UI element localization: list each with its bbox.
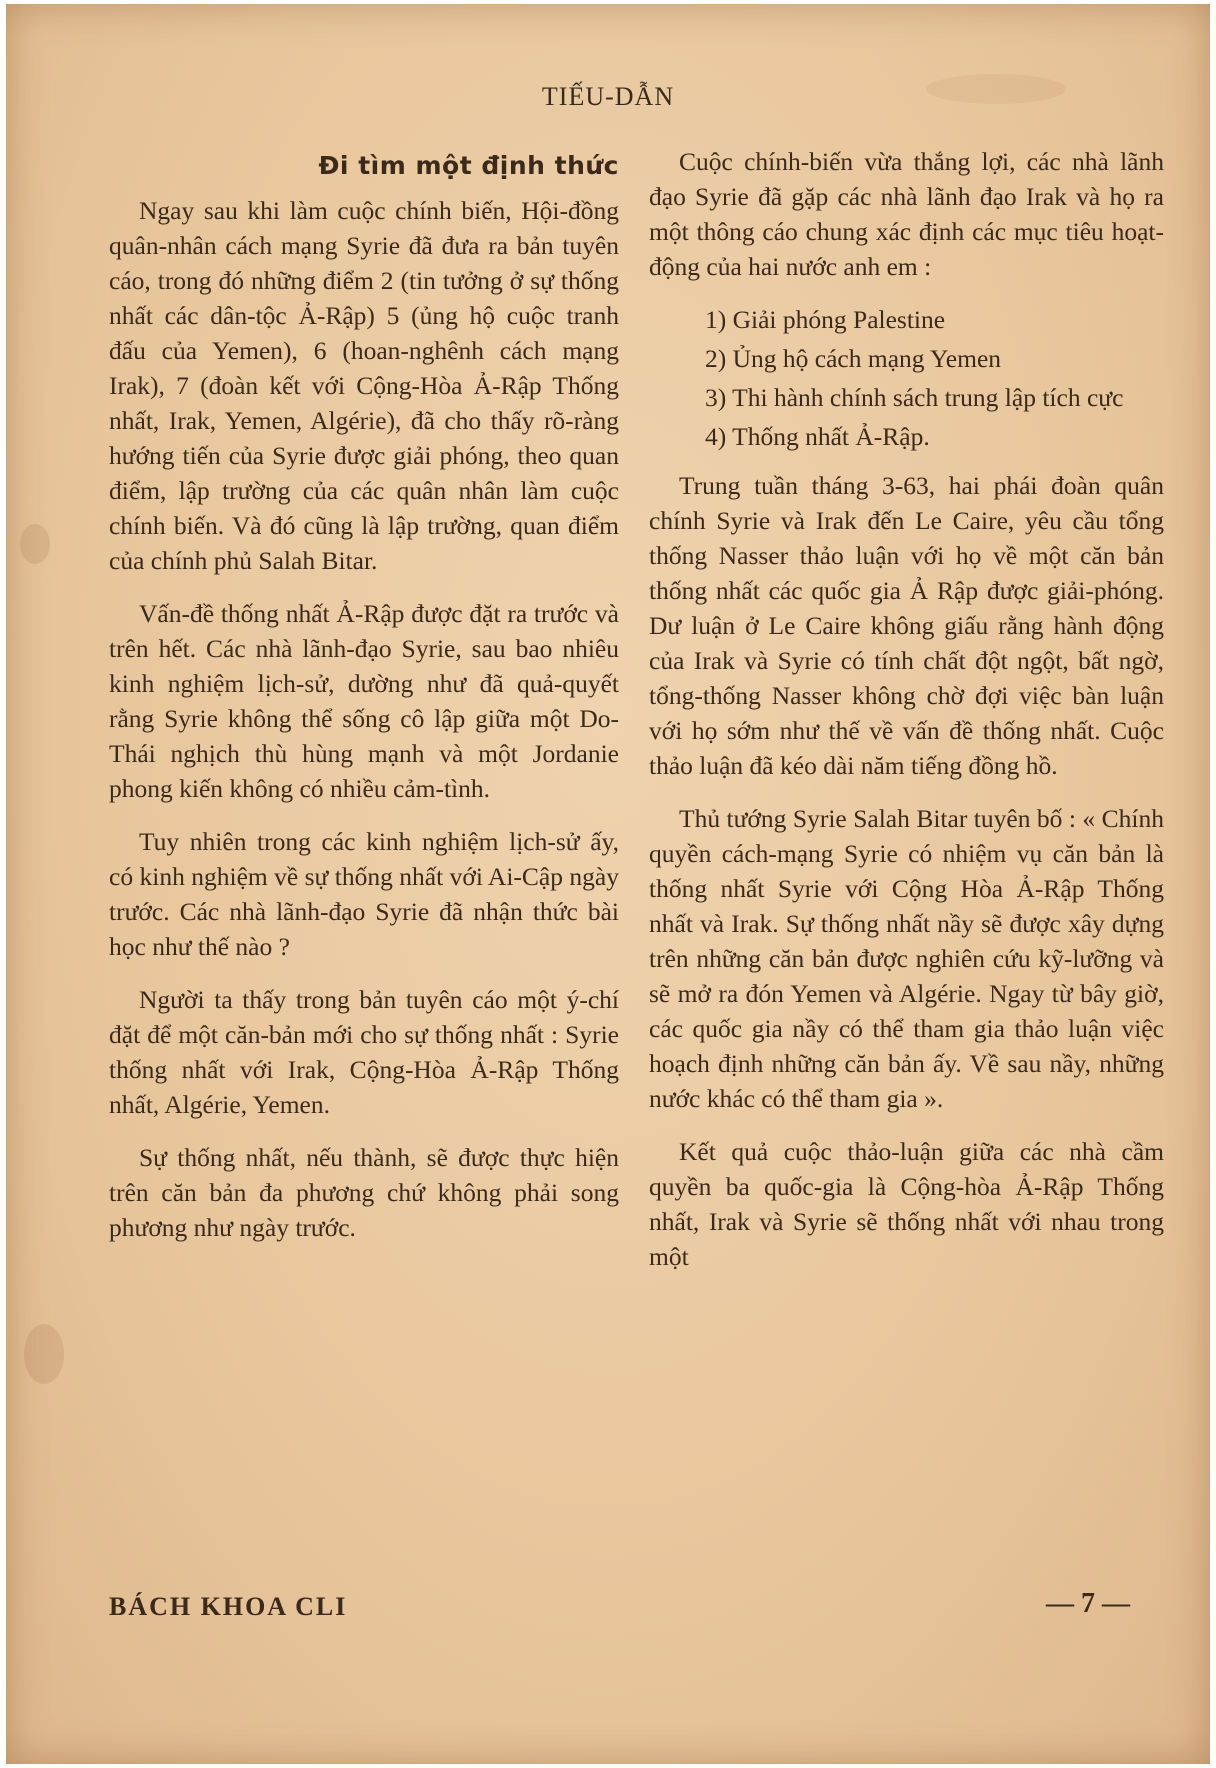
right-column bbox=[649, 144, 1164, 1292]
list-item: 1) Giải phóng Palestine bbox=[705, 305, 946, 334]
paragraph: Thủ tướng Syrie Salah Bitar tuyên bố : « Chính quyền cách-mạng Syrie có nhiệm vụ căn bản là thống nhất Syrie với Cộng Hòa Ả-Rập Thống nhất và Irak. Sự thống nhất nầy sẽ được xây dựng trên những căn bản được nghiên cứu kỹ-lưỡng và sẽ mở ra đón Yemen và Algérie. Ngay từ bây giờ, các quốc gia nầy có thể tham gia thảo luận việc hoạch định những căn bản ấy. Về sau nầy, những nước khác có thể tham gia ». bbox=[649, 804, 1164, 1113]
paragraph: Tuy nhiên trong các kinh nghiệm lịch-sử ấy, có kinh nghiệm về sự thống nhất với Ai-Cập ngày trước. Các nhà lãnh-đạo Syrie đã nhận thức bài học như thế nào ? bbox=[109, 827, 619, 961]
paragraph: Trung tuần tháng 3-63, hai phái đoàn quân chính Syrie và Irak đến Le Caire, yêu cầu tổng thống Nasser thảo luận với họ về một căn bản thống nhất các quốc gia Ả Rập được giải-phóng. Dư luận ở Le Caire không giấu rằng hành động của Irak và Syrie có tính chất đột ngột, bất ngờ, tổng-thống Nasser không chờ đợi việc bàn luận với họ sớm như thế về vấn đề thống nhất. Cuộc thảo luận đã kéo dài năm tiếng đồng hồ. bbox=[649, 471, 1164, 780]
paper-stain bbox=[24, 1324, 64, 1384]
paragraph: Người ta thấy trong bản tuyên cáo một ý-chí đặt để một căn-bản mới cho sự thống nhất : Syrie thống nhất với Irak, Cộng-Hòa Ả-Rập Thống nhất, Algérie, Yemen. bbox=[109, 985, 619, 1119]
objectives-list bbox=[649, 302, 1164, 454]
publication-name: BÁCH KHOA CLI bbox=[109, 1592, 348, 1621]
paragraph: Vấn-đề thống nhất Ả-Rập được đặt ra trước và trên hết. Các nhà lãnh-đạo Syrie, sau bao nhiêu kinh nghiệm lịch-sử, dường như đã quả-quyết rằng Syrie không thể sống cô lập giữa một Do-Thái nghịch thù hùng mạnh và một Jordanie phong kiến không có nhiều cảm-tình. bbox=[109, 599, 619, 803]
paragraph: Kết quả cuộc thảo-luận giữa các nhà cầm quyền ba quốc-gia là Cộng-hòa Ả-Rập Thống nhất, Irak và Syrie sẽ thống nhất với nhau trong một bbox=[649, 1137, 1164, 1271]
running-head: TIẾU-DẪN bbox=[541, 82, 675, 111]
paragraph: Cuộc chính-biến vừa thắng lợi, các nhà lãnh đạo Syrie đã gặp các nhà lãnh đạo Irak và họ ra một thông cáo chung xác định các mục tiêu hoạt-động của hai nước anh em : bbox=[649, 147, 1164, 281]
paper-stain bbox=[20, 524, 50, 564]
list-item: 3) Thi hành chính sách trung lập tích cực bbox=[705, 383, 1124, 412]
section-title: Đi tìm một định thức bbox=[318, 151, 619, 180]
magazine-page bbox=[6, 4, 1210, 1764]
list-item: 4) Thống nhất Ả-Rập. bbox=[705, 422, 930, 451]
left-column bbox=[109, 144, 619, 1263]
paragraph: Ngay sau khi làm cuộc chính biến, Hội-đồng quân-nhân cách mạng Syrie đã đưa ra bản tuyên cáo, trong đó những điểm 2 (tin tưởng ở sự thống nhất các dân-tộc Ả-Rập) 5 (ủng hộ cuộc tranh đấu của Yemen), 6 (hoan-nghênh cách mạng Irak), 7 (đoàn kết với Cộng-Hòa Ả-Rập Thống nhất, Irak, Yemen, Algérie), đã cho thấy rõ-ràng hướng tiến của Syrie được giải phóng, theo quan điểm, lập trường của các quân nhân làm cuộc chính biến. Và đó cũng là lập trường, quan điểm của chính phủ Salah Bitar. bbox=[109, 196, 619, 575]
paragraph: Sự thống nhất, nếu thành, sẽ được thực hiện trên căn bản đa phương chứ không phải song phương như ngày trước. bbox=[109, 1143, 619, 1242]
list-item: 2) Ủng hộ cách mạng Yemen bbox=[705, 344, 1002, 373]
page-number: — 7 — bbox=[1046, 1588, 1130, 1619]
